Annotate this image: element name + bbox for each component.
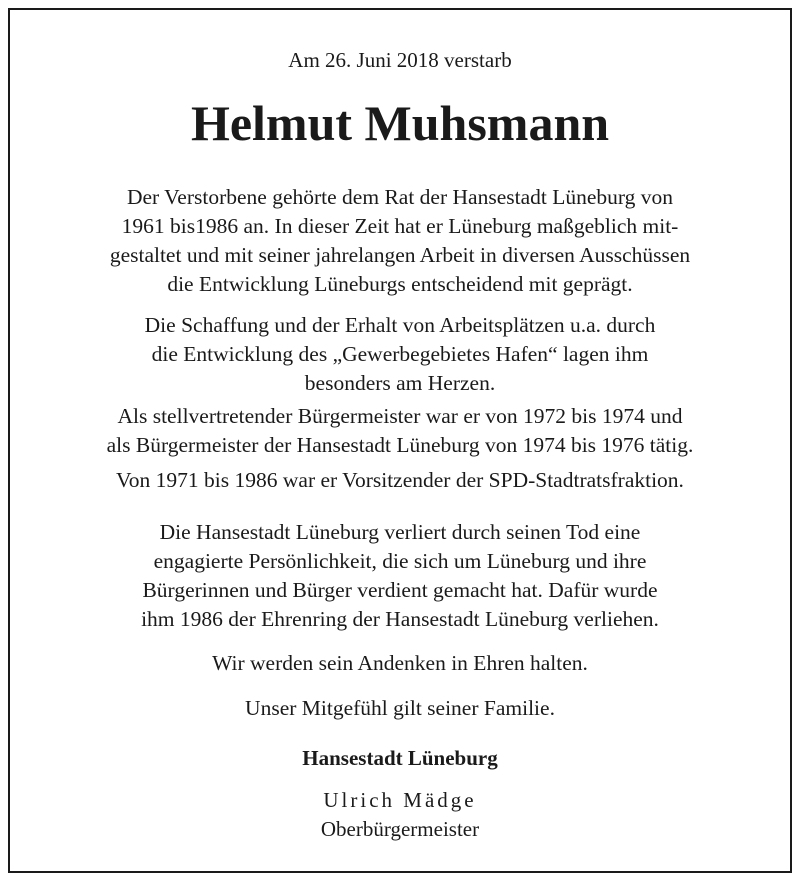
text-line: Unser Mitgefühl gilt seiner Familie. xyxy=(245,696,555,720)
text-line: engagierte Persönlichkeit, die sich um Lüneburg und ihre xyxy=(153,549,647,573)
paragraph-condolence xyxy=(0,694,800,723)
text-line: ihm 1986 der Ehrenring der Hansestadt Lüneburg verliehen. xyxy=(141,607,659,631)
text-line: 1961 bis1986 an. In dieser Zeit hat er Lüneburg maßgeblich mit- xyxy=(121,214,679,238)
signature-person: Ulrich Mädge xyxy=(323,788,477,812)
text-line: Die Hansestadt Lüneburg verliert durch seinen Tod eine xyxy=(159,520,641,544)
deceased-name: Helmut Muhsmann xyxy=(190,95,610,151)
paragraph-council-membership xyxy=(0,183,800,299)
paragraph-spd-chair xyxy=(0,466,800,495)
text-line: Als stellvertretender Bürgermeister war er von 1972 bis 1974 und xyxy=(117,404,683,428)
text-line: besonders am Herzen. xyxy=(304,371,496,395)
text-line: als Bürgermeister der Hansestadt Lüneburg von 1974 bis 1976 tätig. xyxy=(106,433,694,457)
paragraph-mayor-terms xyxy=(0,402,800,460)
text-line: Der Verstorbene gehörte dem Rat der Hansestadt Lüneburg von xyxy=(126,185,674,209)
text-line: gestaltet und mit seiner jahrelangen Arbeit in diversen Ausschüssen xyxy=(109,243,691,267)
text-line: Von 1971 bis 1986 war er Vorsitzender der SPD-Stadtratsfraktion. xyxy=(116,468,684,492)
paragraph-remembrance xyxy=(0,649,800,678)
text-line: Bürgerinnen und Bürger verdient gemacht hat. Dafür wurde xyxy=(142,578,658,602)
death-date-line: Am 26. Juni 2018 verstarb xyxy=(288,48,512,72)
paragraph-honor-ring xyxy=(0,518,800,634)
paragraph-jobs xyxy=(0,311,800,398)
signature-organization: Hansestadt Lüneburg xyxy=(302,746,498,770)
text-line: Wir werden sein Andenken in Ehren halten. xyxy=(212,651,588,675)
text-line: die Entwicklung Lüneburgs entscheidend mit geprägt. xyxy=(167,272,633,296)
text-line: die Entwicklung des „Gewerbegebietes Hafen“ lagen ihm xyxy=(151,342,649,366)
text-line: Die Schaffung und der Erhalt von Arbeitsplätzen u.a. durch xyxy=(144,313,656,337)
signature-title: Oberbürgermeister xyxy=(320,817,480,841)
